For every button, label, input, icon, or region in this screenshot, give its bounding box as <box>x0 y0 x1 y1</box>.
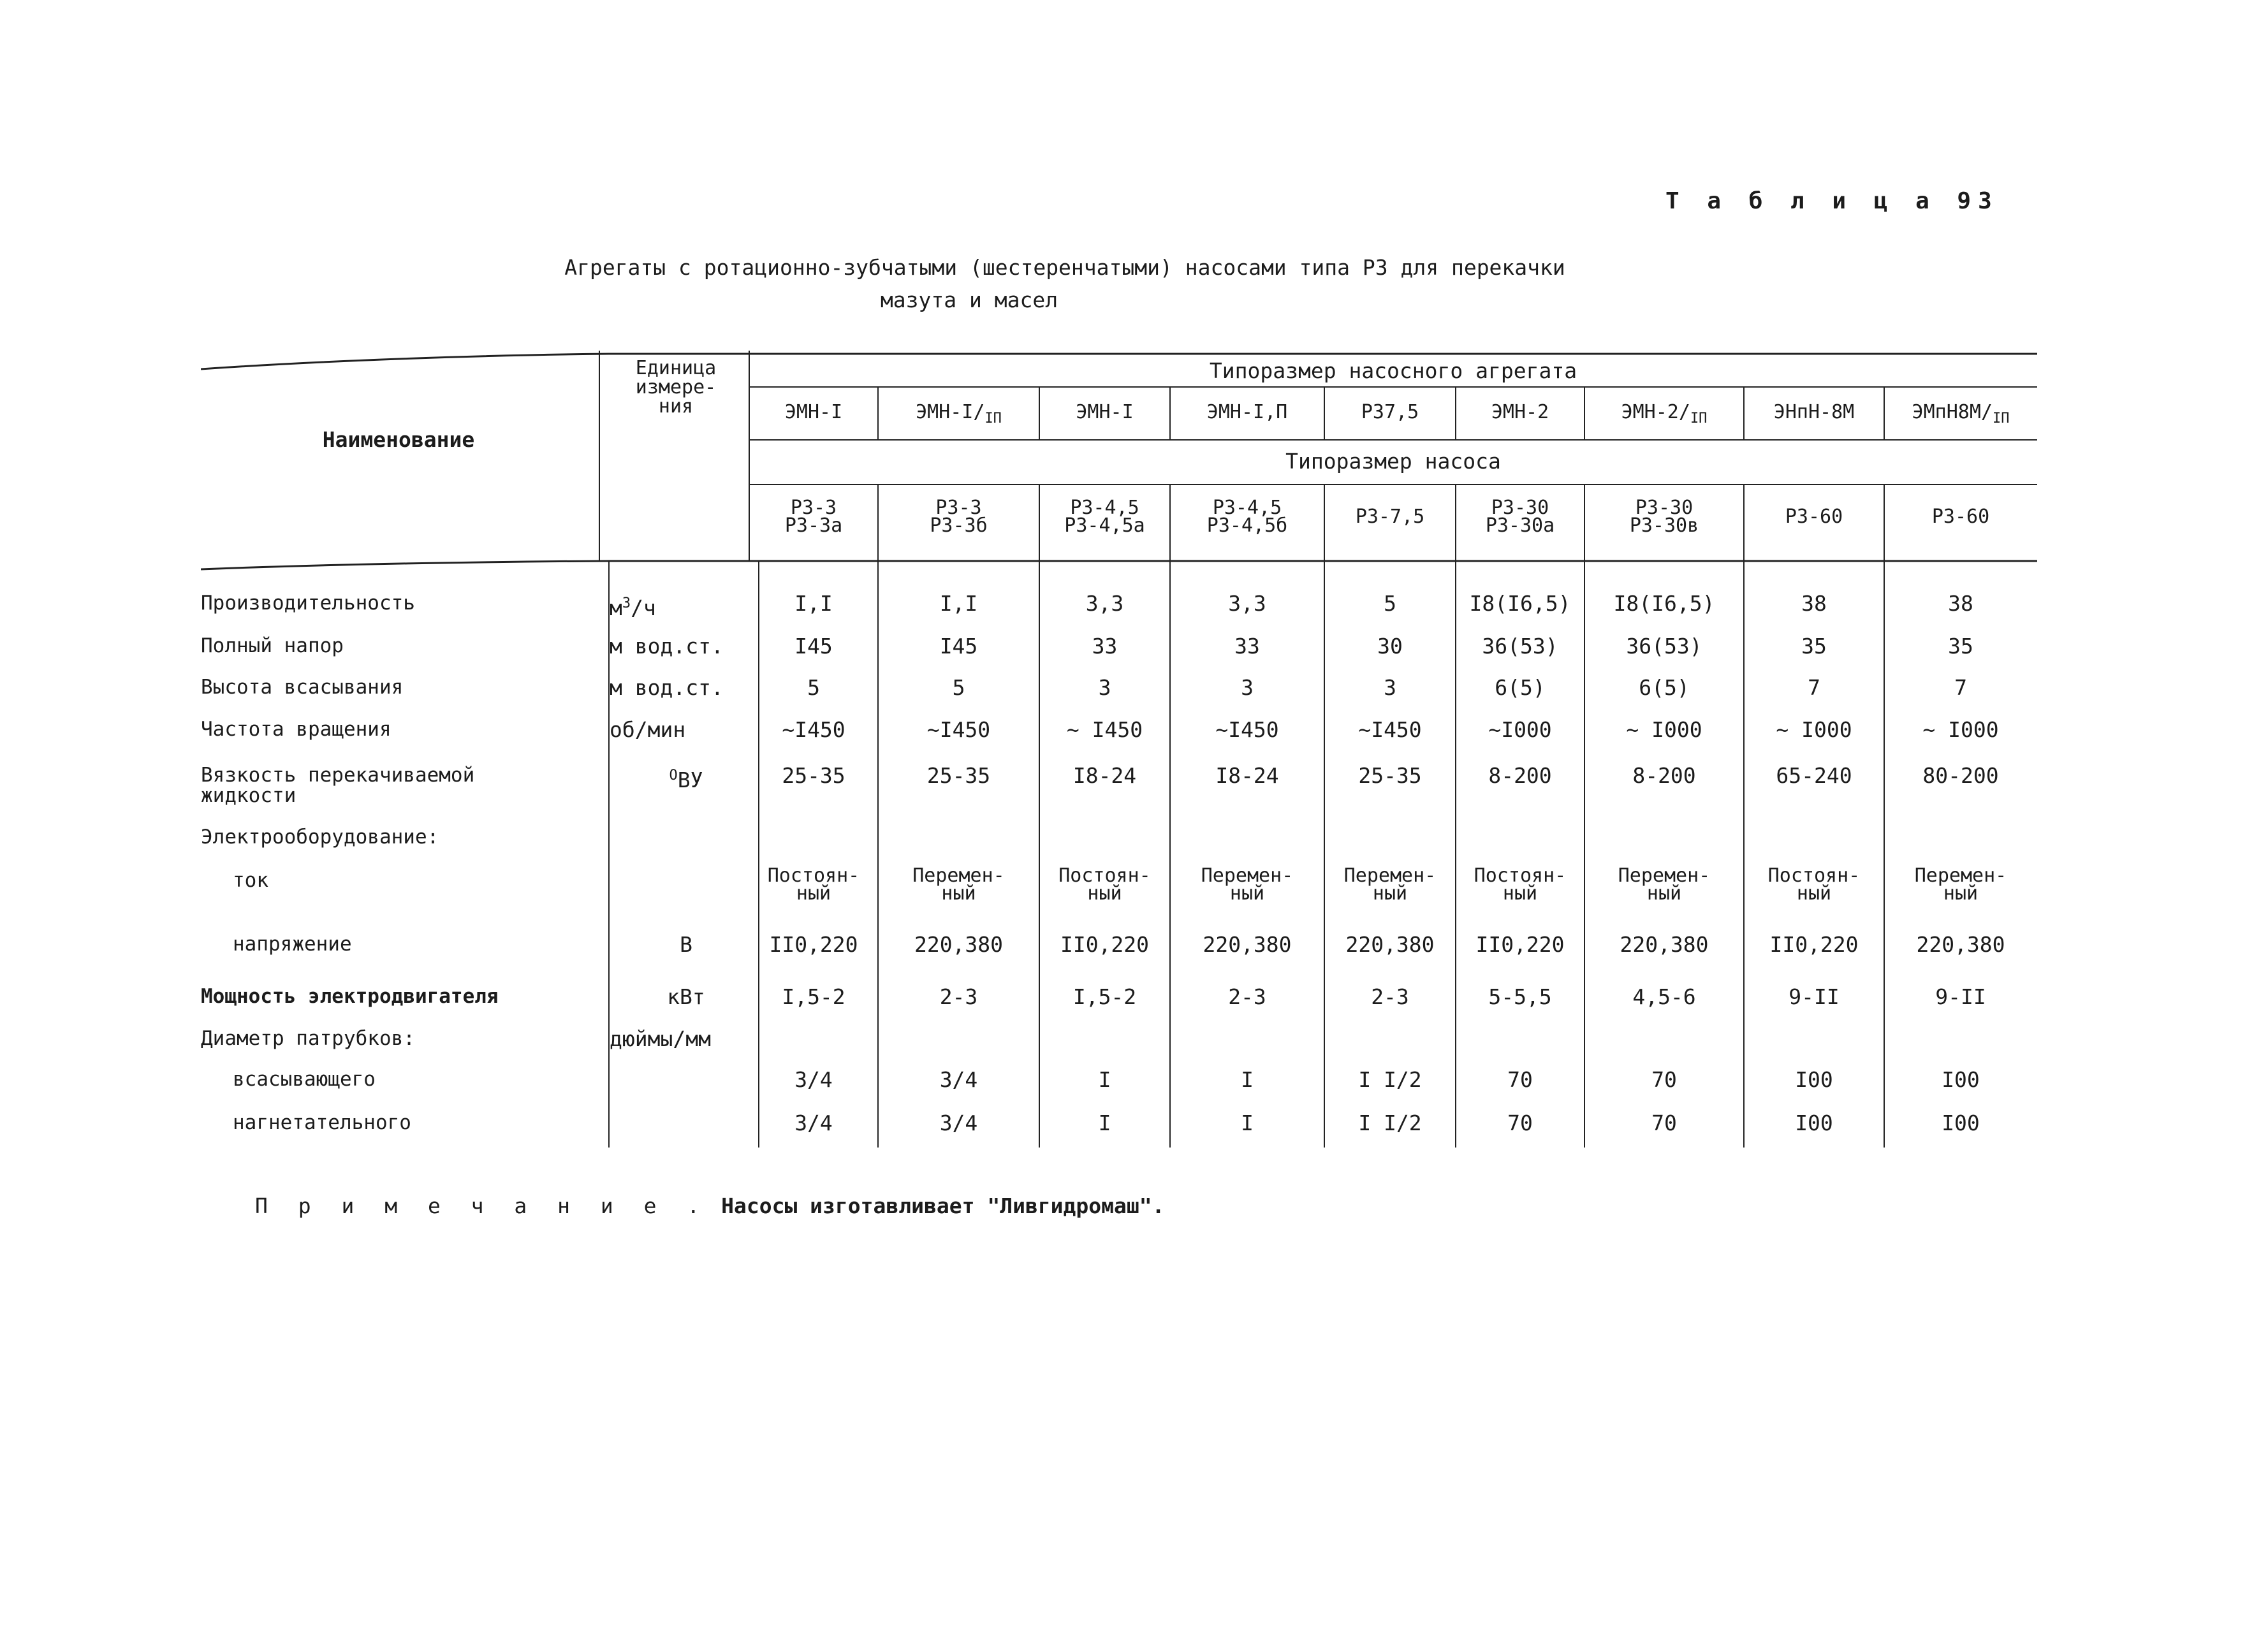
row-unit: об/мин <box>610 717 686 742</box>
value-cell: 38 <box>1948 591 1973 616</box>
value-cell: 4,5-6 <box>1632 984 1696 1009</box>
row-unit: $^О$ВУ <box>669 768 703 792</box>
value-cell: 220,380 <box>1345 932 1435 957</box>
value-cell: ~I450 <box>1358 717 1422 742</box>
value-cell: I <box>1098 1111 1111 1135</box>
value-cell: I,5-2 <box>782 984 845 1009</box>
aggregate-size: ЭМН-I <box>1076 401 1134 423</box>
row-name: Полный напор <box>201 634 344 657</box>
value-cell: 220,380 <box>1203 932 1292 957</box>
row-name: напряжение <box>233 933 352 956</box>
value-cell: 33 <box>1234 634 1260 659</box>
current-type: Перемен- ный <box>1343 864 1437 905</box>
aggregate-size: ЭМН-$I/_{IП}$ <box>916 401 1002 426</box>
value-cell: 33 <box>1092 634 1118 659</box>
row-unit: В <box>680 932 692 957</box>
value-cell: ~ I000 <box>1776 717 1852 742</box>
row-name: Электрооборудование: <box>201 826 439 849</box>
value-cell: I00 <box>1942 1067 1980 1092</box>
pump-size: РЗ-30 РЗ-30в <box>1629 497 1699 537</box>
pump-table <box>201 341 2037 1157</box>
value-cell: 220,380 <box>1620 932 1709 957</box>
value-cell: II0,220 <box>1769 932 1859 957</box>
header-unit: Единица измере- ния <box>635 357 717 418</box>
value-cell: ~ I450 <box>1066 717 1143 742</box>
current-type: Постоян- ный <box>767 864 860 905</box>
value-cell: 3/4 <box>939 1067 978 1092</box>
value-cell: ~I450 <box>926 717 991 742</box>
row-name: всасывающего <box>233 1068 376 1091</box>
value-cell: 30 <box>1377 634 1403 659</box>
value-cell: 5 <box>952 675 965 700</box>
table-title-line-2: мазута и масел <box>880 288 1058 312</box>
value-cell: ~I000 <box>1488 717 1552 742</box>
value-cell: ~I450 <box>1215 717 1279 742</box>
value-cell: I00 <box>1795 1067 1833 1092</box>
value-cell: I00 <box>1942 1111 1980 1135</box>
value-cell: 70 <box>1651 1067 1677 1092</box>
value-cell: 35 <box>1948 634 1973 659</box>
value-cell: 7 <box>1808 675 1820 700</box>
value-cell: I8(I6,5) <box>1469 591 1571 616</box>
value-cell: I8-24 <box>1072 763 1137 788</box>
aggregate-size: $ЭМпН8М/_{IП}$ <box>1912 401 2010 426</box>
aggregate-size: ЭМН-I <box>784 401 843 423</box>
value-cell: I8(I6,5) <box>1613 591 1715 616</box>
value-cell: 220,380 <box>914 932 1004 957</box>
value-cell: 25-35 <box>1358 763 1422 788</box>
value-cell: 9-II <box>1789 984 1840 1009</box>
value-cell: II0,220 <box>1060 932 1150 957</box>
value-cell: 3 <box>1241 675 1254 700</box>
row-unit: м вод.ст. <box>610 634 724 659</box>
value-cell: I00 <box>1795 1111 1833 1135</box>
row-unit: $м^3/ч$ <box>610 595 656 620</box>
current-type: Перемен- ный <box>1201 864 1294 905</box>
value-cell: II0,220 <box>1475 932 1565 957</box>
row-name: нагнетательного <box>233 1111 411 1134</box>
value-cell: 8-200 <box>1632 763 1696 788</box>
value-cell: 70 <box>1507 1067 1533 1092</box>
value-cell: I,I <box>939 591 978 616</box>
value-cell: 5 <box>807 675 820 700</box>
value-cell: 35 <box>1801 634 1827 659</box>
row-name: Вязкость перекачиваемой жидкости <box>201 764 475 807</box>
row-name: Диаметр патрубков: <box>201 1027 415 1050</box>
aggregate-size: Р37,5 <box>1361 401 1419 423</box>
value-cell: ~ I000 <box>1922 717 1999 742</box>
pump-size: РЗ-30 РЗ-30а <box>1485 497 1555 537</box>
note-label: П р и м е ч а н и е . <box>255 1193 709 1218</box>
value-cell: I <box>1098 1067 1111 1092</box>
aggregate-size: ЭМН-2 <box>1491 401 1549 423</box>
value-cell: 3,3 <box>1228 591 1266 616</box>
value-cell: 5-5,5 <box>1488 984 1552 1009</box>
header-aggregate-group: Типоразмер насосного агрегата <box>1209 358 1577 383</box>
value-cell: 25-35 <box>926 763 991 788</box>
value-cell: 2-3 <box>1371 984 1409 1009</box>
header-pump-group: Типоразмер насоса <box>1285 449 1501 474</box>
value-cell: I45 <box>939 634 978 659</box>
table-number: Т а б л и ц а 93 <box>1665 188 1999 214</box>
value-cell: 2-3 <box>1228 984 1266 1009</box>
value-cell: I,5-2 <box>1072 984 1137 1009</box>
current-type: Перемен- ный <box>1618 864 1711 905</box>
value-cell: 38 <box>1801 591 1827 616</box>
row-unit: дюймы/мм <box>610 1026 711 1051</box>
value-cell: 220,380 <box>1916 932 2005 957</box>
header-name: Наименование <box>322 427 475 452</box>
value-cell: 65-240 <box>1776 763 1852 788</box>
value-cell: 3 <box>1384 675 1396 700</box>
current-type: Перемен- ный <box>1914 864 2007 905</box>
row-name: ток <box>233 869 268 892</box>
row-unit: м вод.ст. <box>610 675 724 700</box>
row-unit: кВт <box>667 984 705 1009</box>
pump-size: РЗ-60 <box>1785 506 1843 528</box>
current-type: Постоян- ный <box>1474 864 1567 905</box>
note-text: Насосы изготавливает "Ливгидромаш". <box>721 1193 1165 1218</box>
value-cell: 8-200 <box>1488 763 1552 788</box>
pump-size: РЗ-4,5 РЗ-4,5б <box>1206 497 1288 537</box>
pump-size: РЗ-3 РЗ-3б <box>930 497 988 537</box>
current-type: Перемен- ный <box>912 864 1005 905</box>
value-cell: I45 <box>794 634 833 659</box>
value-cell: ~I450 <box>782 717 845 742</box>
pump-size: РЗ-3 РЗ-3а <box>784 497 843 537</box>
value-cell: I I/2 <box>1358 1067 1422 1092</box>
value-cell: 25-35 <box>782 763 845 788</box>
value-cell: II0,220 <box>769 932 858 957</box>
value-cell: I8-24 <box>1215 763 1279 788</box>
value-cell: 6(5) <box>1495 675 1546 700</box>
value-cell: I I/2 <box>1358 1111 1422 1135</box>
value-cell: 5 <box>1384 591 1396 616</box>
pump-size: РЗ-7,5 <box>1355 506 1425 528</box>
row-name: Высота всасывания <box>201 676 404 699</box>
table-note <box>255 1193 1164 1218</box>
pump-size: РЗ-4,5 РЗ-4,5а <box>1064 497 1145 537</box>
value-cell: I,I <box>794 591 833 616</box>
value-cell: 36(53) <box>1482 634 1558 659</box>
value-cell: 3/4 <box>939 1111 978 1135</box>
aggregate-size: ЭМН-I,П <box>1206 401 1288 423</box>
value-cell: ~ I000 <box>1626 717 1702 742</box>
value-cell: I <box>1241 1067 1254 1092</box>
value-cell: 2-3 <box>939 984 978 1009</box>
value-cell: 70 <box>1651 1111 1677 1135</box>
table-title-line-1: Агрегаты с ротационно-зубчатыми (шестеренчатыми) насосами типа РЗ для перекачки <box>564 255 1565 280</box>
current-type: Постоян- ный <box>1767 864 1861 905</box>
value-cell: I <box>1241 1111 1254 1135</box>
row-name: Производительность <box>201 592 415 615</box>
value-cell: 3 <box>1098 675 1111 700</box>
value-cell: 7 <box>1954 675 1967 700</box>
value-cell: 9-II <box>1935 984 1986 1009</box>
pump-size: РЗ-60 <box>1931 506 1990 528</box>
value-cell: 3,3 <box>1085 591 1124 616</box>
current-type: Постоян- ный <box>1058 864 1151 905</box>
value-cell: 3/4 <box>794 1111 833 1135</box>
row-name: Мощность электродвигателя <box>201 985 499 1008</box>
aggregate-size: ЭМН-$2/_{IП}$ <box>1621 401 1708 426</box>
value-cell: 80-200 <box>1922 763 1999 788</box>
value-cell: 36(53) <box>1626 634 1702 659</box>
value-cell: 3/4 <box>794 1067 833 1092</box>
row-name: Частота вращения <box>201 718 391 741</box>
value-cell: 6(5) <box>1639 675 1690 700</box>
aggregate-size: ЭНпН-8М <box>1773 401 1855 423</box>
value-cell: 70 <box>1507 1111 1533 1135</box>
